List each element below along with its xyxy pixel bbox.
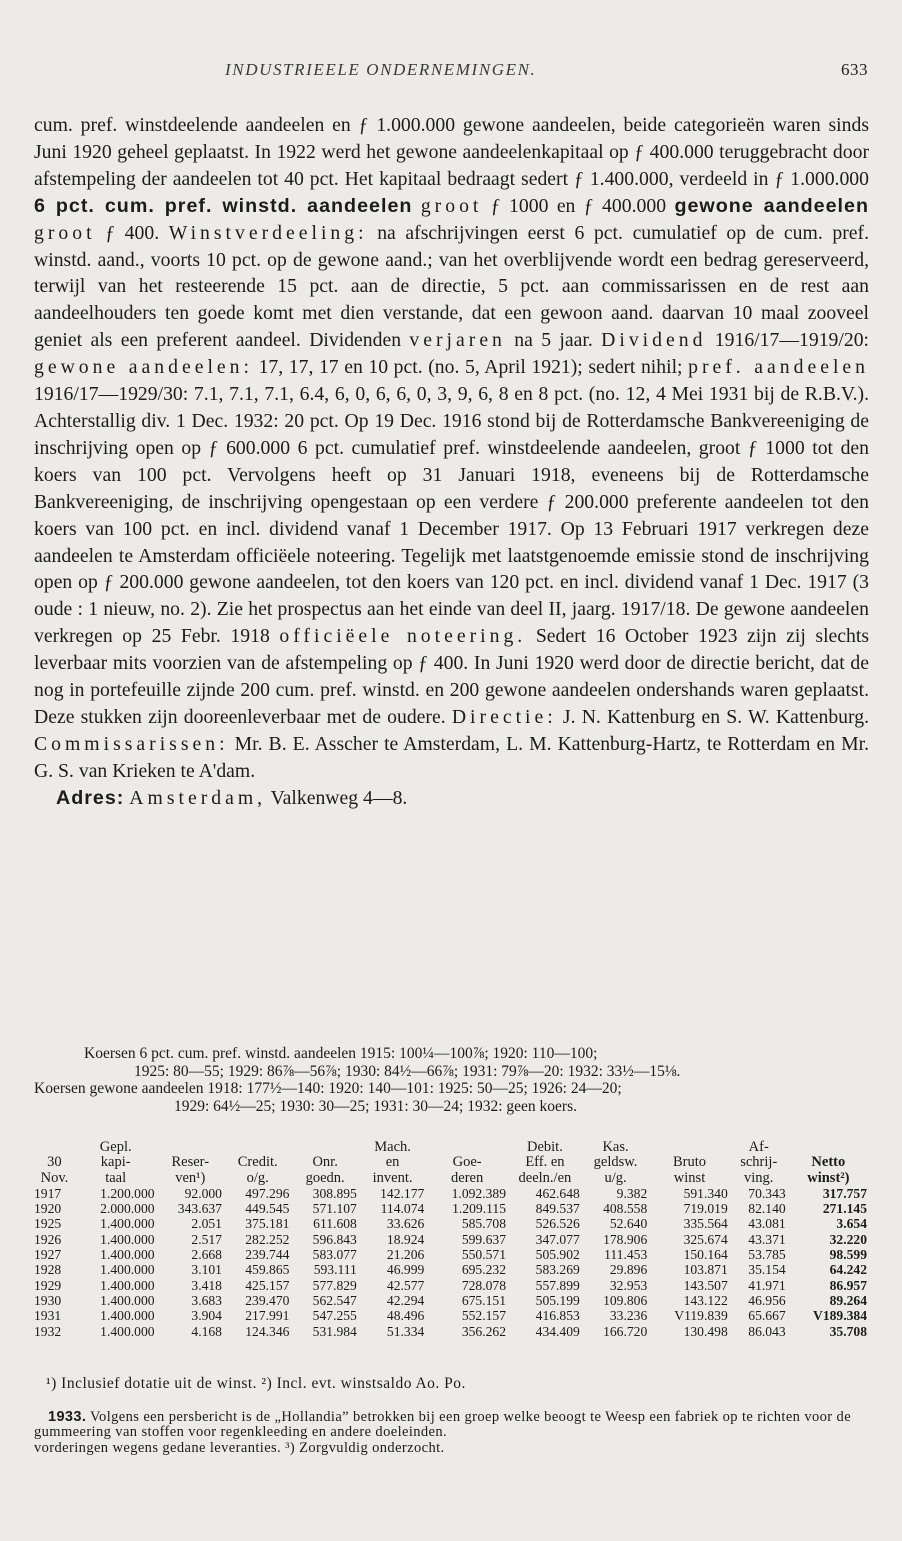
table-cell: 1926 — [34, 1231, 62, 1247]
address-street: Valkenweg 4—8. — [266, 786, 408, 809]
spaced-term: Dividend — [601, 329, 707, 352]
table-row — [34, 1247, 869, 1262]
text-run: ƒ 1000 en ƒ 400.000 — [482, 194, 675, 217]
column-header-line: Af- — [748, 1139, 769, 1155]
table-cell: 142.177 — [380, 1185, 425, 1201]
running-header — [0, 60, 902, 86]
table-cell: 48.496 — [386, 1308, 425, 1324]
column-header — [75, 1140, 157, 1186]
table-cell: 51.334 — [386, 1323, 425, 1339]
column-header-line: deren — [451, 1169, 484, 1186]
column-header-line: Goe- — [452, 1154, 482, 1171]
news-section — [34, 1410, 869, 1456]
news-year: 1933. — [48, 1409, 87, 1425]
table-cell: 1.400.000 — [100, 1277, 155, 1293]
footnotes: ¹) Inclusief dotatie uit de winst. ²) Incl. evt. winstsaldo Ao. Po. — [46, 1375, 466, 1392]
text-run: 1916/17—1919/20: — [706, 329, 870, 352]
column-header — [426, 1140, 508, 1186]
table-row — [34, 1262, 869, 1277]
column-header-line: Nov. — [40, 1169, 69, 1186]
table-cell: 562.547 — [312, 1292, 357, 1308]
table-cell: 505.902 — [535, 1247, 580, 1263]
spaced-term: groot — [420, 194, 483, 217]
table-cell: 9.382 — [616, 1185, 648, 1201]
table-cell: 82.140 — [748, 1201, 786, 1217]
table-cell: 124.346 — [245, 1323, 290, 1339]
table-cell: 526.526 — [535, 1216, 580, 1232]
table-cell: 3.654 — [836, 1216, 867, 1232]
table-cell: 92.000 — [184, 1185, 222, 1201]
table-row — [34, 1278, 869, 1293]
text-run: Sedert 16 October 1923 zijn zij slechts leverbaar mits voorzien van de afstempeling op ƒ 400. In Juni 1920 werd door de directie bericht, dat de nog in portefeuille zijnde 200 cum. pref. winstd. en 200 gewone aandeelen ondershands waren geplaatst. Deze stukken zijn dooreenleverbaar met de oudere. — [34, 625, 869, 728]
table-row — [34, 1293, 869, 1308]
main-paragraph — [34, 112, 869, 785]
text-run: na 5 jaar. — [505, 329, 602, 352]
text-run: 17, 17, 17 en 10 pct. (no. 5, April 1921); sedert nihil; — [252, 356, 689, 379]
column-header-line: ving. — [744, 1169, 774, 1186]
table-cell: 550.571 — [461, 1247, 506, 1263]
news-text: Volgens een persbericht is de „Hollandia” betrokken bij een groep welke beoogt te Weesp een fabriek op te richten voor de gummeering van stoffen voor regenkleeding en andere doeleinden. — [34, 1409, 852, 1441]
column-header — [224, 1140, 291, 1186]
table-cell: 41.971 — [748, 1277, 786, 1293]
table-cell: 531.984 — [312, 1323, 357, 1339]
column-header-line: winst²) — [807, 1169, 850, 1186]
news-paragraph — [34, 1410, 869, 1441]
column-header-line: Gepl. — [99, 1139, 132, 1155]
price-quotes — [34, 1045, 869, 1115]
table-cell: 1.400.000 — [100, 1308, 155, 1324]
table-cell: 577.829 — [312, 1277, 357, 1293]
table-cell: 166.720 — [603, 1323, 648, 1339]
table-cell: 98.599 — [829, 1247, 867, 1263]
table-cell: 728.078 — [461, 1277, 506, 1293]
table-cell: 3.683 — [191, 1292, 222, 1308]
column-header — [649, 1140, 729, 1186]
table-cell: 1.209.115 — [452, 1201, 506, 1217]
table-cell: 462.648 — [535, 1185, 580, 1201]
column-header-line: deeln./en — [518, 1169, 572, 1186]
table-cell: 3.418 — [191, 1277, 222, 1293]
pref-quotes-line-1: Koersen 6 pct. cum. pref. winstd. aandeelen 1915: 100¼—100⅞; 1920: 110—100; — [84, 1045, 598, 1062]
table-cell: 1929 — [34, 1277, 62, 1293]
table-cell: 583.077 — [312, 1247, 357, 1263]
table-cell: 70.343 — [748, 1185, 786, 1201]
table-cell: V119.839 — [674, 1308, 728, 1324]
column-header-line: Eff. en — [525, 1154, 565, 1171]
column-header-line: geldsw. — [593, 1154, 638, 1171]
table-cell: 325.674 — [683, 1231, 728, 1247]
table-cell: 1917 — [34, 1185, 62, 1201]
table-cell: 53.785 — [748, 1247, 786, 1263]
table-cell: 64.242 — [829, 1262, 867, 1278]
text-run: ƒ 400. — [95, 221, 169, 244]
table-cell: 1920 — [34, 1201, 62, 1217]
table-cell: 1.400.000 — [100, 1262, 155, 1278]
table-cell: 114.074 — [380, 1201, 425, 1217]
table-cell: 4.168 — [191, 1323, 222, 1339]
table-cell: 552.157 — [461, 1308, 506, 1324]
table-cell: 1.400.000 — [100, 1216, 155, 1232]
table-cell: 2.051 — [191, 1216, 222, 1232]
table-cell: 583.269 — [535, 1262, 580, 1278]
column-header-line: Reser- — [171, 1154, 210, 1171]
spaced-term: gewone aandeelen: — [34, 356, 253, 379]
address-line — [34, 785, 869, 812]
spaced-term: groot — [34, 221, 96, 244]
column-header — [34, 1140, 75, 1186]
table-cell: 593.111 — [313, 1262, 357, 1278]
table-cell: 343.637 — [177, 1201, 222, 1217]
ordinary-quotes-line-2: 1929: 64½—25; 1930: 30—25; 1931: 30—24; 1932: geen koers. — [174, 1097, 577, 1115]
column-header-line: 30 — [47, 1154, 62, 1171]
spaced-term: Directie: — [451, 705, 557, 728]
column-header-line: invent. — [372, 1169, 413, 1186]
bold-term: 6 pct. cum. pref. winstd. aandeelen — [34, 194, 413, 217]
table-cell: 21.206 — [386, 1247, 425, 1263]
table-cell: 239.744 — [245, 1247, 290, 1263]
table-row — [34, 1216, 869, 1231]
table-cell: 2.517 — [191, 1231, 222, 1247]
table-cell: 89.264 — [829, 1292, 867, 1308]
column-header — [291, 1140, 358, 1186]
column-header-line: Credit. — [237, 1154, 278, 1171]
table-cell: 2.000.000 — [100, 1201, 155, 1217]
text-run: J. N. Kattenburg en S. W. Kattenburg. — [556, 705, 869, 728]
table-cell: 375.181 — [245, 1216, 290, 1232]
table-cell: 33.626 — [386, 1216, 425, 1232]
financial-table-body — [34, 1186, 869, 1339]
table-cell: 335.564 — [683, 1216, 728, 1232]
table-cell: 308.895 — [312, 1185, 357, 1201]
table-cell: 86.957 — [829, 1277, 867, 1293]
table-cell: 547.255 — [312, 1308, 357, 1324]
table-cell: 33.236 — [609, 1308, 648, 1324]
table-cell: 42.577 — [386, 1277, 425, 1293]
table-cell: 178.906 — [603, 1231, 648, 1247]
table-cell: 217.991 — [245, 1308, 290, 1324]
table-cell: 1930 — [34, 1292, 62, 1308]
table-cell: 1.400.000 — [100, 1323, 155, 1339]
table-cell: 675.151 — [461, 1292, 506, 1308]
column-header-line: Netto — [811, 1154, 846, 1171]
table-cell: 271.145 — [822, 1201, 867, 1217]
column-header-line: Onr. — [312, 1154, 338, 1171]
column-header — [582, 1140, 649, 1186]
table-cell: 86.043 — [748, 1323, 786, 1339]
table-cell: 111.453 — [604, 1247, 648, 1263]
column-header-line: schrij- — [740, 1154, 778, 1171]
spaced-term: officiëele noteering. — [279, 625, 527, 648]
table-cell: 719.019 — [683, 1201, 728, 1217]
column-header-line: Kas. — [602, 1139, 629, 1155]
table-row — [34, 1201, 869, 1216]
table-cell: 434.409 — [535, 1323, 580, 1339]
column-header-line: en — [385, 1154, 400, 1171]
column-header-line: ven¹) — [175, 1169, 206, 1186]
financial-table-head — [34, 1140, 869, 1186]
news-continuation: vorderingen wegens gedane leveranties. ³) Zorgvuldig onderzocht. — [34, 1439, 445, 1456]
column-header — [788, 1140, 869, 1186]
table-cell: 150.164 — [683, 1247, 728, 1263]
column-header-line: Mach. — [374, 1139, 411, 1155]
table-cell: 1928 — [34, 1262, 62, 1278]
ordinary-quotes-line-1: Koersen gewone aandeelen 1918: 177½—140: 1920: 140—101: 1925: 50—25; 1926: 24—20; — [34, 1080, 622, 1097]
text-run: Mr. B. E. Asscher te Amsterdam, L. M. Kattenburg-Hartz, te Rotterdam en Mr. G. S. van Krieken te A'dam. — [34, 732, 869, 782]
table-cell: 1.200.000 — [100, 1185, 155, 1201]
running-title: INDUSTRIEELE ONDERNEMINGEN. — [225, 60, 537, 79]
table-cell: 29.896 — [609, 1262, 648, 1278]
table-cell: 1.400.000 — [100, 1231, 155, 1247]
table-cell: 1925 — [34, 1216, 62, 1232]
table-cell: 18.924 — [386, 1231, 425, 1247]
column-header-line: Debit. — [526, 1139, 563, 1155]
column-header — [730, 1140, 788, 1186]
table-cell: 557.899 — [535, 1277, 580, 1293]
table-cell: 611.608 — [313, 1216, 357, 1232]
column-header-line: Bruto — [672, 1154, 707, 1171]
table-cell: 459.865 — [245, 1262, 290, 1278]
table-row — [34, 1232, 869, 1247]
table-cell: 591.340 — [683, 1185, 728, 1201]
table-cell: 43.371 — [748, 1231, 786, 1247]
table-cell: 695.232 — [461, 1262, 506, 1278]
table-cell: 1.400.000 — [100, 1292, 155, 1308]
table-cell: 43.081 — [748, 1216, 786, 1232]
spaced-term: Commissarissen: — [34, 732, 229, 755]
table-cell: V189.384 — [813, 1308, 867, 1324]
table-cell: 1927 — [34, 1247, 62, 1263]
address-label: Adres: — [56, 786, 125, 809]
column-header-line: o/g. — [246, 1169, 269, 1186]
header-row — [34, 1140, 869, 1186]
table-cell: 35.154 — [748, 1262, 786, 1278]
spaced-term: verjaren — [409, 329, 506, 352]
table-row — [34, 1324, 869, 1339]
column-header — [157, 1140, 224, 1186]
column-header-line: winst — [673, 1169, 706, 1186]
financial-table — [34, 1140, 869, 1339]
table-cell: 3.904 — [191, 1308, 222, 1324]
table-cell: 1932 — [34, 1323, 62, 1339]
table-cell: 52.640 — [609, 1216, 648, 1232]
table-cell: 46.956 — [748, 1292, 786, 1308]
address-city: Amsterdam, — [129, 786, 267, 809]
table-cell: 130.498 — [683, 1323, 728, 1339]
table-cell: 416.853 — [535, 1308, 580, 1324]
table-cell: 65.667 — [748, 1308, 786, 1324]
text-run: 1916/17—1929/30: 7.1, 7.1, 7.1, 6.4, 6, 0, 6, 6, 0, 3, 9, 6, 8 en 8 pct. (no. 12, 4 Mei 1931 bij de R.B.V.). Achterstallig div. 1 Dec. 1932: 20 pct. Op 19 Dec. 1916 stond bij de Rotterdamsche Bankvereeniging de inschrijving open op ƒ 600.000 6 pct. cumulatief pref. winstdeelende aandeelen, groot ƒ 1000 tot den koers van 100 pct. Vervolgens heeft op 31 Januari 1918, eveneens bij de Rotterdamsche Bankvereeniging, de inschrijving opengestaan op een verdere ƒ 200.000 preferente aandeelen tot den koers van 100 pct. en incl. dividend vanaf 1 December 1917. Op 13 Februari 1917 verkregen deze aandeelen te Amsterdam officiëele noteering. Tegelijk met laatstgenoemde emissie stond de inschrijving open op ƒ 200.000 gewone aandeelen, tot den koers van 120 pct. en incl. dividend vanaf 1 Dec. 1917 (3 oude : 1 nieuw, no. 2). Zie het prospectus aan het einde van deel II, jaarg. 1917/18. De gewone aandeelen verkregen op 25 Febr. 1918 — [34, 383, 869, 648]
table-row — [34, 1308, 869, 1323]
text-run: na afschrijvingen eerst 6 pct. cumulatief op de cum. pref. winstd. aand., voorts 10 pct. op de gewone aand.; van het overblijvende wordt een bedrag gereserveerd, terwijl van het resteerende 15 pct. aan de directie, 5 pct. aan commissarissen en de rest aan aandeelhouders ten goede komt met dien verstande, dat een gewoon aand. daarvan 10 maal zooveel geniet als een preferent aandeel. Dividenden — [34, 221, 870, 352]
table-cell: 282.252 — [245, 1231, 290, 1247]
text-run: cum. pref. winstdeelende aandeelen en ƒ 1.000.000 gewone aandeelen, beide categorieën waren sinds Juni 1920 geheel geplaatst. In 1922 werd het gewone aandeelenkapitaal op ƒ 400.000 teruggebracht door afstempeling der aandeelen tot 40 pct. Het kapitaal bedraagt sedert ƒ 1.400.000, verdeeld in ƒ 1.000.000 — [34, 114, 869, 190]
column-header-line: goedn. — [305, 1169, 345, 1186]
table-cell: 32.220 — [829, 1231, 867, 1247]
table-cell: 1.092.389 — [451, 1185, 506, 1201]
page-number: 633 — [841, 60, 868, 79]
table-cell: 356.262 — [461, 1323, 506, 1339]
table-cell: 2.668 — [191, 1247, 222, 1263]
column-header-line: taal — [105, 1169, 127, 1186]
spaced-term: pref. aandeelen — [688, 356, 870, 379]
table-cell: 585.708 — [461, 1216, 506, 1232]
table-cell: 143.507 — [683, 1277, 728, 1293]
table-cell: 143.122 — [683, 1292, 728, 1308]
table-cell: 849.537 — [535, 1201, 580, 1217]
table-cell: 32.953 — [609, 1277, 648, 1293]
spaced-term: Winstverdeeling: — [168, 221, 368, 244]
table-cell: 3.101 — [191, 1262, 222, 1278]
table-cell: 408.558 — [603, 1201, 648, 1217]
table-cell: 46.999 — [386, 1262, 425, 1278]
table-cell: 449.545 — [245, 1201, 290, 1217]
table-cell: 505.199 — [535, 1292, 580, 1308]
table-cell: 42.294 — [386, 1292, 425, 1308]
column-header — [359, 1140, 426, 1186]
body-text — [34, 112, 869, 812]
table-row — [34, 1186, 869, 1201]
column-header-line: kapi- — [100, 1154, 131, 1171]
column-header — [508, 1140, 582, 1186]
table-cell: 35.708 — [829, 1323, 867, 1339]
table-cell: 425.157 — [245, 1277, 290, 1293]
table-cell: 347.077 — [535, 1231, 580, 1247]
table-cell: 596.843 — [312, 1231, 357, 1247]
table-cell: 599.637 — [461, 1231, 506, 1247]
table-cell: 317.757 — [822, 1185, 867, 1201]
table-cell: 571.107 — [312, 1201, 357, 1217]
table-cell: 103.871 — [683, 1262, 728, 1278]
table-cell: 1931 — [34, 1308, 62, 1324]
table-cell: 497.296 — [245, 1185, 290, 1201]
column-header-line: u/g. — [604, 1169, 627, 1186]
table-cell: 239.470 — [245, 1292, 290, 1308]
table-cell: 109.806 — [603, 1292, 648, 1308]
pref-quotes-line-2: 1925: 80—55; 1929: 86⅞—56⅞; 1930: 84½—66⅞; 1931: 79⅞—20: 1932: 33½—15⅛. — [134, 1062, 681, 1080]
bold-term: gewone aandeelen — [674, 194, 869, 217]
table-cell: 1.400.000 — [100, 1247, 155, 1263]
